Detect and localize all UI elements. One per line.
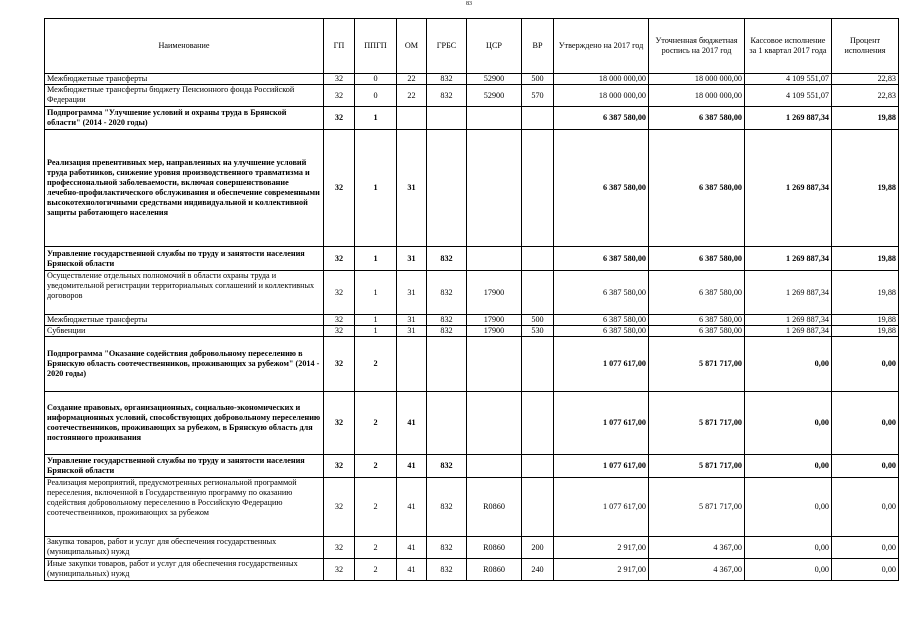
om-cell: 22 [397,85,427,107]
budget-table [44,18,899,581]
csr-cell: R0860 [467,559,522,581]
grbs-cell: 832 [427,74,467,85]
refined-amount-cell: 4 367,00 [649,559,745,581]
csr-cell: R0860 [467,537,522,559]
refined-amount-cell: 5 871 717,00 [649,478,745,537]
ppgp-cell: 2 [355,455,397,478]
om-cell: 31 [397,315,427,326]
header-cell: ГП [324,19,355,74]
executed-amount-cell: 4 109 551,07 [745,74,832,85]
ppgp-cell: 1 [355,326,397,337]
csr-cell: R0860 [467,478,522,537]
table-row [45,478,899,537]
table-row [45,74,899,85]
percent-cell: 19,88 [832,107,899,130]
table-row [45,337,899,392]
grbs-cell: 832 [427,455,467,478]
percent-cell: 0,00 [832,478,899,537]
row-name-cell: Межбюджетные трансферты [45,74,324,85]
approved-amount-cell: 6 387 580,00 [554,107,649,130]
header-cell: ОМ [397,19,427,74]
header-cell: ППГП [355,19,397,74]
row-name-cell: Управление государственной службы по труду и занятости населения Брянской области [45,455,324,478]
grbs-cell: 832 [427,478,467,537]
om-cell: 31 [397,326,427,337]
gp-cell: 32 [324,107,355,130]
percent-cell: 19,88 [832,130,899,247]
executed-amount-cell: 0,00 [745,559,832,581]
percent-cell: 0,00 [832,392,899,455]
approved-amount-cell: 2 917,00 [554,559,649,581]
om-cell: 41 [397,392,427,455]
refined-amount-cell: 5 871 717,00 [649,392,745,455]
csr-cell: 17900 [467,271,522,315]
om-cell: 41 [397,559,427,581]
csr-cell [467,455,522,478]
header-cell: ГРБС [427,19,467,74]
vr-cell [522,130,554,247]
om-cell: 41 [397,478,427,537]
row-name-cell: Подпрограмма "Улучшение условий и охраны труда в Брянской области" (2014 - 2020 годы) [45,107,324,130]
refined-amount-cell: 18 000 000,00 [649,85,745,107]
gp-cell: 32 [324,247,355,271]
executed-amount-cell: 1 269 887,34 [745,315,832,326]
table-row [45,559,899,581]
grbs-cell [427,130,467,247]
gp-cell: 32 [324,74,355,85]
executed-amount-cell: 0,00 [745,337,832,392]
grbs-cell [427,107,467,130]
row-name-cell: Подпрограмма "Оказание содействия добровольному переселению в Брянскую область соотечественников, проживающих за рубежом" (2014 - 2020 годы) [45,337,324,392]
ppgp-cell: 1 [355,315,397,326]
table-row [45,326,899,337]
approved-amount-cell: 6 387 580,00 [554,326,649,337]
refined-amount-cell: 18 000 000,00 [649,74,745,85]
executed-amount-cell: 1 269 887,34 [745,271,832,315]
executed-amount-cell: 0,00 [745,392,832,455]
vr-cell: 570 [522,85,554,107]
gp-cell: 32 [324,315,355,326]
ppgp-cell: 2 [355,559,397,581]
ppgp-cell: 1 [355,271,397,315]
vr-cell [522,107,554,130]
grbs-cell: 832 [427,85,467,107]
table-row [45,107,899,130]
approved-amount-cell: 6 387 580,00 [554,247,649,271]
gp-cell: 32 [324,271,355,315]
table-body [45,74,899,581]
approved-amount-cell: 1 077 617,00 [554,337,649,392]
grbs-cell: 832 [427,559,467,581]
vr-cell: 240 [522,559,554,581]
vr-cell: 500 [522,74,554,85]
executed-amount-cell: 1 269 887,34 [745,247,832,271]
refined-amount-cell: 4 367,00 [649,537,745,559]
header-cell: ВР [522,19,554,74]
ppgp-cell: 2 [355,537,397,559]
csr-cell: 52900 [467,74,522,85]
gp-cell: 32 [324,337,355,392]
table-row [45,247,899,271]
vr-cell [522,271,554,315]
grbs-cell [427,392,467,455]
om-cell: 31 [397,271,427,315]
vr-cell [522,478,554,537]
csr-cell [467,337,522,392]
page-number: 83 [466,1,472,7]
percent-cell: 0,00 [832,537,899,559]
row-name-cell: Иные закупки товаров, работ и услуг для обеспечения государственных (муниципальных) нужд [45,559,324,581]
executed-amount-cell: 1 269 887,34 [745,107,832,130]
gp-cell: 32 [324,455,355,478]
header-cell: Уточненная бюджетная роспись на 2017 год [649,19,745,74]
header-cell: Наименование [45,19,324,74]
vr-cell: 500 [522,315,554,326]
table-row [45,537,899,559]
executed-amount-cell: 0,00 [745,478,832,537]
gp-cell: 32 [324,559,355,581]
header-cell: Утверждено на 2017 год [554,19,649,74]
csr-cell [467,107,522,130]
refined-amount-cell: 6 387 580,00 [649,315,745,326]
refined-amount-cell: 6 387 580,00 [649,130,745,247]
ppgp-cell: 2 [355,392,397,455]
ppgp-cell: 2 [355,478,397,537]
table-row [45,455,899,478]
approved-amount-cell: 18 000 000,00 [554,85,649,107]
vr-cell [522,337,554,392]
percent-cell: 19,88 [832,315,899,326]
table-row [45,392,899,455]
table-row [45,315,899,326]
percent-cell: 19,88 [832,271,899,315]
csr-cell [467,392,522,455]
table-row [45,85,899,107]
vr-cell: 200 [522,537,554,559]
vr-cell [522,455,554,478]
executed-amount-cell: 4 109 551,07 [745,85,832,107]
om-cell: 31 [397,130,427,247]
approved-amount-cell: 18 000 000,00 [554,74,649,85]
ppgp-cell: 1 [355,107,397,130]
row-name-cell: Межбюджетные трансферты [45,315,324,326]
refined-amount-cell: 6 387 580,00 [649,271,745,315]
grbs-cell: 832 [427,271,467,315]
refined-amount-cell: 6 387 580,00 [649,247,745,271]
approved-amount-cell: 1 077 617,00 [554,392,649,455]
csr-cell: 52900 [467,85,522,107]
percent-cell: 19,88 [832,326,899,337]
percent-cell: 22,83 [832,74,899,85]
executed-amount-cell: 0,00 [745,455,832,478]
percent-cell: 19,88 [832,247,899,271]
vr-cell: 530 [522,326,554,337]
row-name-cell: Межбюджетные трансферты бюджету Пенсионного фонда Российской Федерации [45,85,324,107]
row-name-cell: Создание правовых, организационных, социально-экономических и информационных условий, способствующих добровольному переселению соотечественников, проживающих за рубежом, в Брянскую область для постоянного проживания [45,392,324,455]
vr-cell [522,392,554,455]
approved-amount-cell: 2 917,00 [554,537,649,559]
grbs-cell [427,337,467,392]
approved-amount-cell: 6 387 580,00 [554,315,649,326]
header-cell: ЦСР [467,19,522,74]
approved-amount-cell: 1 077 617,00 [554,478,649,537]
approved-amount-cell: 6 387 580,00 [554,130,649,247]
percent-cell: 22,83 [832,85,899,107]
ppgp-cell: 0 [355,85,397,107]
executed-amount-cell: 0,00 [745,537,832,559]
csr-cell: 17900 [467,315,522,326]
approved-amount-cell: 6 387 580,00 [554,271,649,315]
row-name-cell: Реализация мероприятий, предусмотренных региональной программой переселения, включенной в Государственную программу по оказанию содействия добровольному переселению в Российскую Федерацию соотечественников, проживающих за рубежом [45,478,324,537]
executed-amount-cell: 1 269 887,34 [745,326,832,337]
om-cell [397,107,427,130]
table-row [45,130,899,247]
header-cell: Процент исполнения [832,19,899,74]
vr-cell [522,247,554,271]
gp-cell: 32 [324,130,355,247]
table-row [45,271,899,315]
grbs-cell: 832 [427,315,467,326]
om-cell: 31 [397,247,427,271]
refined-amount-cell: 5 871 717,00 [649,337,745,392]
row-name-cell: Реализация превентивных мер, направленных на улучшение условий труда работников, снижение уровня производственного травматизма и профессиональной заболеваемости, включая совершенствование лечебно-профилактического обслуживания и обеспечение современными высокотехнологичными средствами индивидуальной и коллективной защиты работающего населения [45,130,324,247]
grbs-cell: 832 [427,537,467,559]
approved-amount-cell: 1 077 617,00 [554,455,649,478]
ppgp-cell: 0 [355,74,397,85]
ppgp-cell: 1 [355,130,397,247]
gp-cell: 32 [324,326,355,337]
gp-cell: 32 [324,85,355,107]
header-cell: Кассовое исполнение за 1 квартал 2017 года [745,19,832,74]
row-name-cell: Закупка товаров, работ и услуг для обеспечения государственных (муниципальных) нужд [45,537,324,559]
csr-cell [467,130,522,247]
gp-cell: 32 [324,478,355,537]
csr-cell: 17900 [467,326,522,337]
row-name-cell: Осуществление отдельных полномочий в области охраны труда и уведомительной регистрации территориальных соглашений и коллективных договоров [45,271,324,315]
row-name-cell: Управление государственной службы по труду и занятости населения Брянской области [45,247,324,271]
gp-cell: 32 [324,537,355,559]
om-cell: 22 [397,74,427,85]
ppgp-cell: 1 [355,247,397,271]
om-cell: 41 [397,455,427,478]
grbs-cell: 832 [427,247,467,271]
om-cell [397,337,427,392]
percent-cell: 0,00 [832,337,899,392]
refined-amount-cell: 6 387 580,00 [649,107,745,130]
row-name-cell: Субвенции [45,326,324,337]
om-cell: 41 [397,537,427,559]
grbs-cell: 832 [427,326,467,337]
refined-amount-cell: 5 871 717,00 [649,455,745,478]
refined-amount-cell: 6 387 580,00 [649,326,745,337]
executed-amount-cell: 1 269 887,34 [745,130,832,247]
table-header-row [45,19,899,74]
percent-cell: 0,00 [832,559,899,581]
csr-cell [467,247,522,271]
percent-cell: 0,00 [832,455,899,478]
ppgp-cell: 2 [355,337,397,392]
gp-cell: 32 [324,392,355,455]
